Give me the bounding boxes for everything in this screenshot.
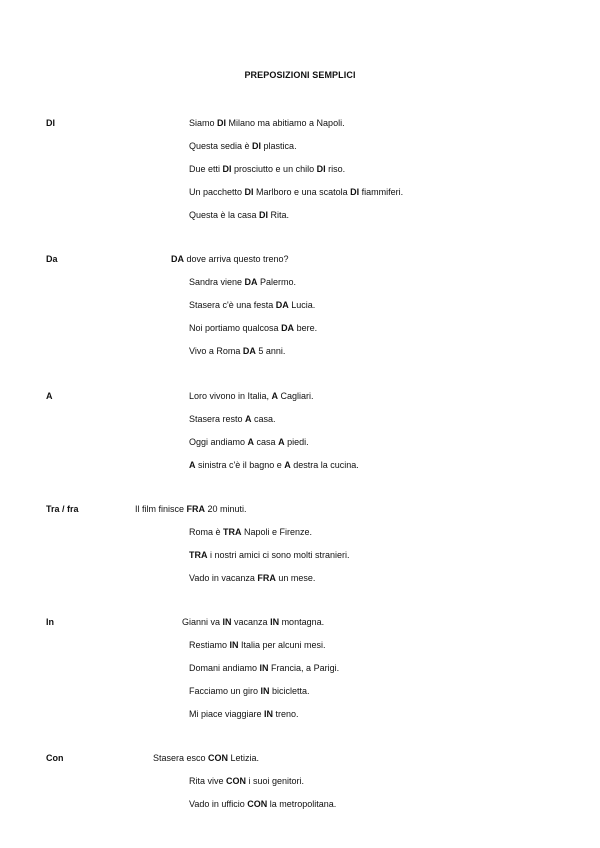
- sentence-text: 5 anni.: [255, 346, 286, 356]
- preposition-highlight: IN: [259, 663, 269, 673]
- preposition-highlight: DI: [217, 118, 227, 128]
- sentence-text: Milano ma abitiamo a Napoli.: [226, 118, 345, 128]
- sentence-text: Vivo a Roma: [189, 346, 243, 356]
- preposition-highlight: CON: [247, 799, 268, 809]
- sentence-text: i nostri amici ci sono molti stranieri.: [207, 550, 350, 560]
- sentence-text: Domani andiamo: [189, 663, 260, 673]
- sentence-text: 20 minuti.: [205, 504, 247, 514]
- section-label: A: [46, 391, 53, 401]
- example-sentence: [182, 617, 324, 627]
- sentence-text: Gianni va: [182, 617, 223, 627]
- sentence-text: Vado in ufficio: [189, 799, 248, 809]
- preposition-highlight: TRA: [223, 527, 242, 537]
- preposition-highlight: DI: [244, 187, 254, 197]
- sentence-text: riso.: [325, 164, 346, 174]
- sentence-text: Italia per alcuni mesi.: [238, 640, 326, 650]
- example-sentence: [189, 663, 339, 673]
- example-sentence: [189, 414, 276, 424]
- sentence-text: sinistra c'è il bagno e: [195, 460, 285, 470]
- sentence-text: bere.: [294, 323, 318, 333]
- sentence-text: Lucia.: [288, 300, 316, 310]
- preposition-highlight: IN: [222, 617, 232, 627]
- example-sentence: [189, 210, 289, 220]
- example-sentence: [189, 391, 314, 401]
- preposition-highlight: IN: [264, 709, 274, 719]
- sentence-text: Questa sedia è: [189, 141, 253, 151]
- sentence-text: Sandra viene: [189, 277, 245, 287]
- sentence-text: plastica.: [261, 141, 297, 151]
- sentence-text: Questa è la casa: [189, 210, 260, 220]
- sentence-text: Stasera resto: [189, 414, 246, 424]
- preposition-highlight: A: [247, 437, 255, 447]
- sentence-text: Vado in vacanza: [189, 573, 258, 583]
- example-sentence: [189, 323, 317, 333]
- example-sentence: [171, 254, 289, 264]
- sentence-text: casa: [254, 437, 279, 447]
- preposition-highlight: DI: [259, 210, 269, 220]
- section-label: In: [46, 617, 54, 627]
- example-sentence: [189, 346, 285, 356]
- sentence-text: Francia, a Parigi.: [268, 663, 340, 673]
- preposition-highlight: IN: [260, 686, 270, 696]
- preposition-highlight: A: [284, 460, 291, 470]
- preposition-highlight: CON: [226, 776, 247, 786]
- section-label: Da: [46, 254, 58, 264]
- sentence-text: Roma è: [189, 527, 224, 537]
- sentence-text: piedi.: [284, 437, 309, 447]
- example-sentence: [189, 799, 336, 809]
- sentence-text: prosciutto e un chilo: [231, 164, 317, 174]
- example-sentence: [189, 527, 312, 537]
- preposition-highlight: FRA: [186, 504, 206, 514]
- preposition-highlight: IN: [229, 640, 239, 650]
- example-sentence: [153, 753, 259, 763]
- preposition-highlight: A: [271, 391, 279, 401]
- example-sentence: [189, 164, 345, 174]
- sentence-text: Stasera esco: [153, 753, 209, 763]
- preposition-highlight: DI: [252, 141, 262, 151]
- sentence-text: Cagliari.: [278, 391, 314, 401]
- example-sentence: [189, 686, 310, 696]
- example-sentence: [189, 640, 326, 650]
- sentence-text: la metropolitana.: [267, 799, 337, 809]
- preposition-highlight: DA: [281, 323, 295, 333]
- preposition-highlight: DI: [222, 164, 232, 174]
- sentence-text: destra la cucina.: [290, 460, 359, 470]
- preposition-highlight: A: [189, 460, 196, 470]
- example-sentence: [189, 709, 299, 719]
- section-label: Con: [46, 753, 64, 763]
- preposition-highlight: DA: [242, 346, 256, 356]
- sentence-text: casa.: [251, 414, 276, 424]
- example-sentence: [189, 573, 315, 583]
- sentence-text: Restiamo: [189, 640, 230, 650]
- sentence-text: montagna.: [279, 617, 325, 627]
- page-title: PREPOSIZIONI SEMPLICI: [244, 70, 356, 80]
- example-sentence: [189, 118, 345, 128]
- example-sentence: [189, 277, 296, 287]
- sentence-text: i suoi genitori.: [246, 776, 305, 786]
- example-sentence: [189, 776, 304, 786]
- preposition-highlight: TRA: [189, 550, 208, 560]
- preposition-highlight: IN: [270, 617, 280, 627]
- sentence-text: Napoli e Firenze.: [241, 527, 313, 537]
- sentence-text: treno.: [273, 709, 299, 719]
- preposition-highlight: A: [278, 437, 285, 447]
- sentence-text: Stasera c'è una festa: [189, 300, 276, 310]
- preposition-highlight: CON: [208, 753, 229, 763]
- preposition-highlight: DA: [171, 254, 184, 264]
- sentence-text: Rita.: [268, 210, 290, 220]
- sentence-text: bicicletta.: [269, 686, 310, 696]
- preposition-highlight: A: [245, 414, 252, 424]
- preposition-highlight: DA: [244, 277, 258, 287]
- sentence-text: Oggi andiamo: [189, 437, 248, 447]
- sentence-text: Rita vive: [189, 776, 227, 786]
- sentence-text: Facciamo un giro: [189, 686, 261, 696]
- example-sentence: [135, 504, 247, 514]
- sentence-text: Siamo: [189, 118, 218, 128]
- preposition-highlight: DI: [316, 164, 326, 174]
- sentence-text: un mese.: [275, 573, 316, 583]
- preposition-highlight: FRA: [257, 573, 276, 583]
- sentence-text: Loro vivono in Italia,: [189, 391, 272, 401]
- preposition-highlight: DA: [275, 300, 289, 310]
- sentence-text: Mi piace viaggiare: [189, 709, 265, 719]
- example-sentence: [189, 550, 350, 560]
- section-label: DI: [46, 118, 55, 128]
- sentence-text: Noi portiamo qualcosa: [189, 323, 282, 333]
- example-sentence: [189, 460, 359, 470]
- preposition-highlight: DI: [350, 187, 360, 197]
- sentence-text: Palermo.: [257, 277, 297, 287]
- sentence-text: Il film finisce: [135, 504, 187, 514]
- example-sentence: [189, 437, 309, 447]
- sentence-text: Letizia.: [228, 753, 260, 763]
- sentence-text: vacanza: [231, 617, 271, 627]
- example-sentence: [189, 300, 315, 310]
- sentence-text: fiammiferi.: [359, 187, 404, 197]
- example-sentence: [189, 141, 297, 151]
- sentence-text: Un pacchetto: [189, 187, 245, 197]
- example-sentence: [189, 187, 403, 197]
- sentence-text: dove arriva questo treno?: [184, 254, 289, 264]
- section-label: Tra / fra: [46, 504, 79, 514]
- sentence-text: Marlboro e una scatola: [253, 187, 351, 197]
- sentence-text: Due etti: [189, 164, 223, 174]
